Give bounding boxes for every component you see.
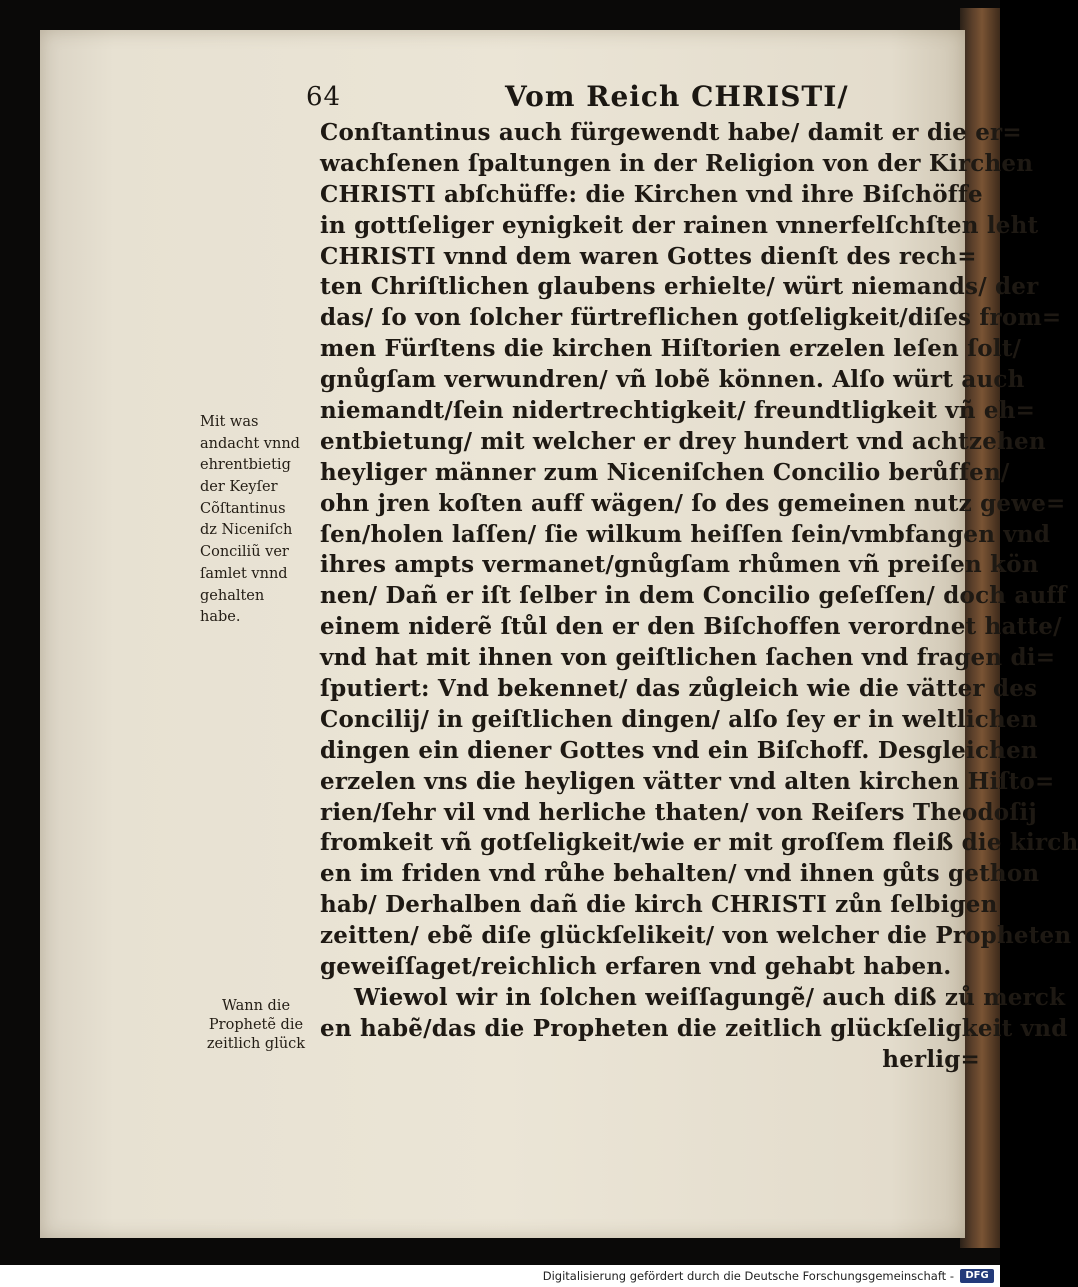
text-line: dingen ein diener Gottes vnd ein Biſchoff. Desgleichen (320, 736, 1038, 764)
text-line: en habẽ/das die Propheten die zeitlich glückſeligkeit vnd (320, 1014, 1068, 1042)
text-line: ten Chriſtlichen glaubens erhielte/ würt niemands/ der (320, 273, 1039, 301)
text-line: wachſenen ſpaltungen in der Religion von der Kirchen (320, 149, 1034, 177)
text-line: nen/ Dañ er iſt ſelber in dem Concilio geſeſſen/ doch auff (320, 582, 1067, 610)
funding-credit: Digitalisierung gefördert durch die Deutsche Forschungsgemeinschaft - (542, 1269, 954, 1283)
note-line: ehrentbietig (200, 457, 291, 474)
note-line: Cõſtantinus (200, 500, 286, 517)
text-line: heyliger männer zum Niceniſchen Concilio berůffen/ (320, 458, 1010, 486)
dfg-logo: DFG (960, 1269, 994, 1283)
text-line: hab/ Derhalben dañ die kirch CHRISTI zůn ſelbigen (320, 891, 998, 919)
main-text-block (320, 118, 1078, 1076)
text-line: zeitten/ ebẽ diſe glückſelikeit/ von welcher die Propheten (320, 922, 1072, 950)
text-line: das/ ſo von ſolcher fürtreflichen gotſeligkeit/diſes from= (320, 304, 1062, 332)
note-line: dz Niceniſch (200, 522, 293, 539)
text-line: en im friden vnd růhe behalten/ vnd ihnen gůts gethon (320, 860, 1040, 888)
text-line: rien/ſehr vil vnd herliche thaten/ von Reiſers Theodoſij (320, 798, 1037, 826)
note-line: ſamlet vnnd (200, 565, 288, 582)
note-line: Prophetẽ die (208, 1017, 304, 1033)
note-line: gehalten (200, 587, 265, 604)
text-line: ſputiert: Vnd bekennet/ das zůgleich wie die vätter des (320, 675, 1038, 703)
text-line: ihres ampts vermanet/gnůgſam rhůmen vñ preiſen kön (320, 551, 1039, 579)
marginal-note (200, 997, 312, 1054)
text-line: CHRISTI vnnd dem waren Gottes dienſt des rech= (320, 242, 977, 270)
note-line: der Keyſer (200, 479, 278, 496)
text-line: ohn jren koſten auff wägen/ ſo des gemeinen nutz gewe= (320, 489, 1066, 517)
text-line: CHRISTI abſchüffe: die Kirchen vnd ihre Biſchöffe (320, 180, 983, 208)
note-line: Mit was (200, 414, 259, 430)
text-line: men Fürſtens die kirchen Hiſtorien erzelen leſen ſolt/ (320, 335, 1022, 363)
running-head (40, 30, 965, 113)
text-line: Wiewol wir in ſolchen weiſſagungẽ/ auch diß zů merck (354, 983, 1066, 1011)
catchword: herlig= (882, 1045, 980, 1073)
text-line: niemandt/ſein nidertrechtigkeit/ freundtligkeit vñ eh= (320, 397, 1036, 425)
note-line: Conciliũ ver (200, 544, 289, 561)
marginal-note (200, 412, 312, 629)
text-line: in gottſeliger eynigkeit der rainen vnnerfelſchſten leht (320, 211, 1039, 239)
note-line: Wann die (221, 998, 291, 1014)
note-line: andacht vnnd (200, 435, 300, 452)
text-line: vnd hat mit ihnen von geiſtlichen ſachen vnd fragen di= (320, 644, 1056, 672)
text-line: einem niderẽ ſtůl den er den Biſchoffen verordnet hatte/ (320, 613, 1062, 641)
text-line: Conſtantinus auch fürgewendt habe/ damit er die er= (320, 119, 1022, 146)
text-line: geweiſſaget/reichlich erfaren vnd gehabt haben. (320, 953, 952, 981)
page-number: 64 (306, 82, 342, 112)
text-line: fromkeit vñ gotſeligkeit/wie er mit groſſem fleiß die kirch (320, 829, 1078, 857)
text-line: Concilij/ in geiſtlichen dingen/ alſo ſey er in weltlichen (320, 705, 1038, 733)
running-title: Vom Reich CHRISTI/ (505, 80, 849, 113)
text-line: entbietung/ mit welcher er drey hundert vnd achtzehen (320, 427, 1046, 455)
text-line: gnůgſam verwundren/ vñ lobẽ können. Alſo würt auch (320, 366, 1025, 394)
book-page (40, 30, 1078, 1238)
footer-bar (0, 1265, 1000, 1287)
text-line: ſen/holen laſſen/ ſie wilkum heiſſen ſein/vmbfangen vnd (320, 520, 1051, 548)
note-line: habe. (200, 609, 241, 626)
note-line: zeitlich glück (206, 1036, 306, 1052)
text-line: erzelen vns die heyligen vätter vnd alten kirchen Hiſto= (320, 767, 1055, 795)
